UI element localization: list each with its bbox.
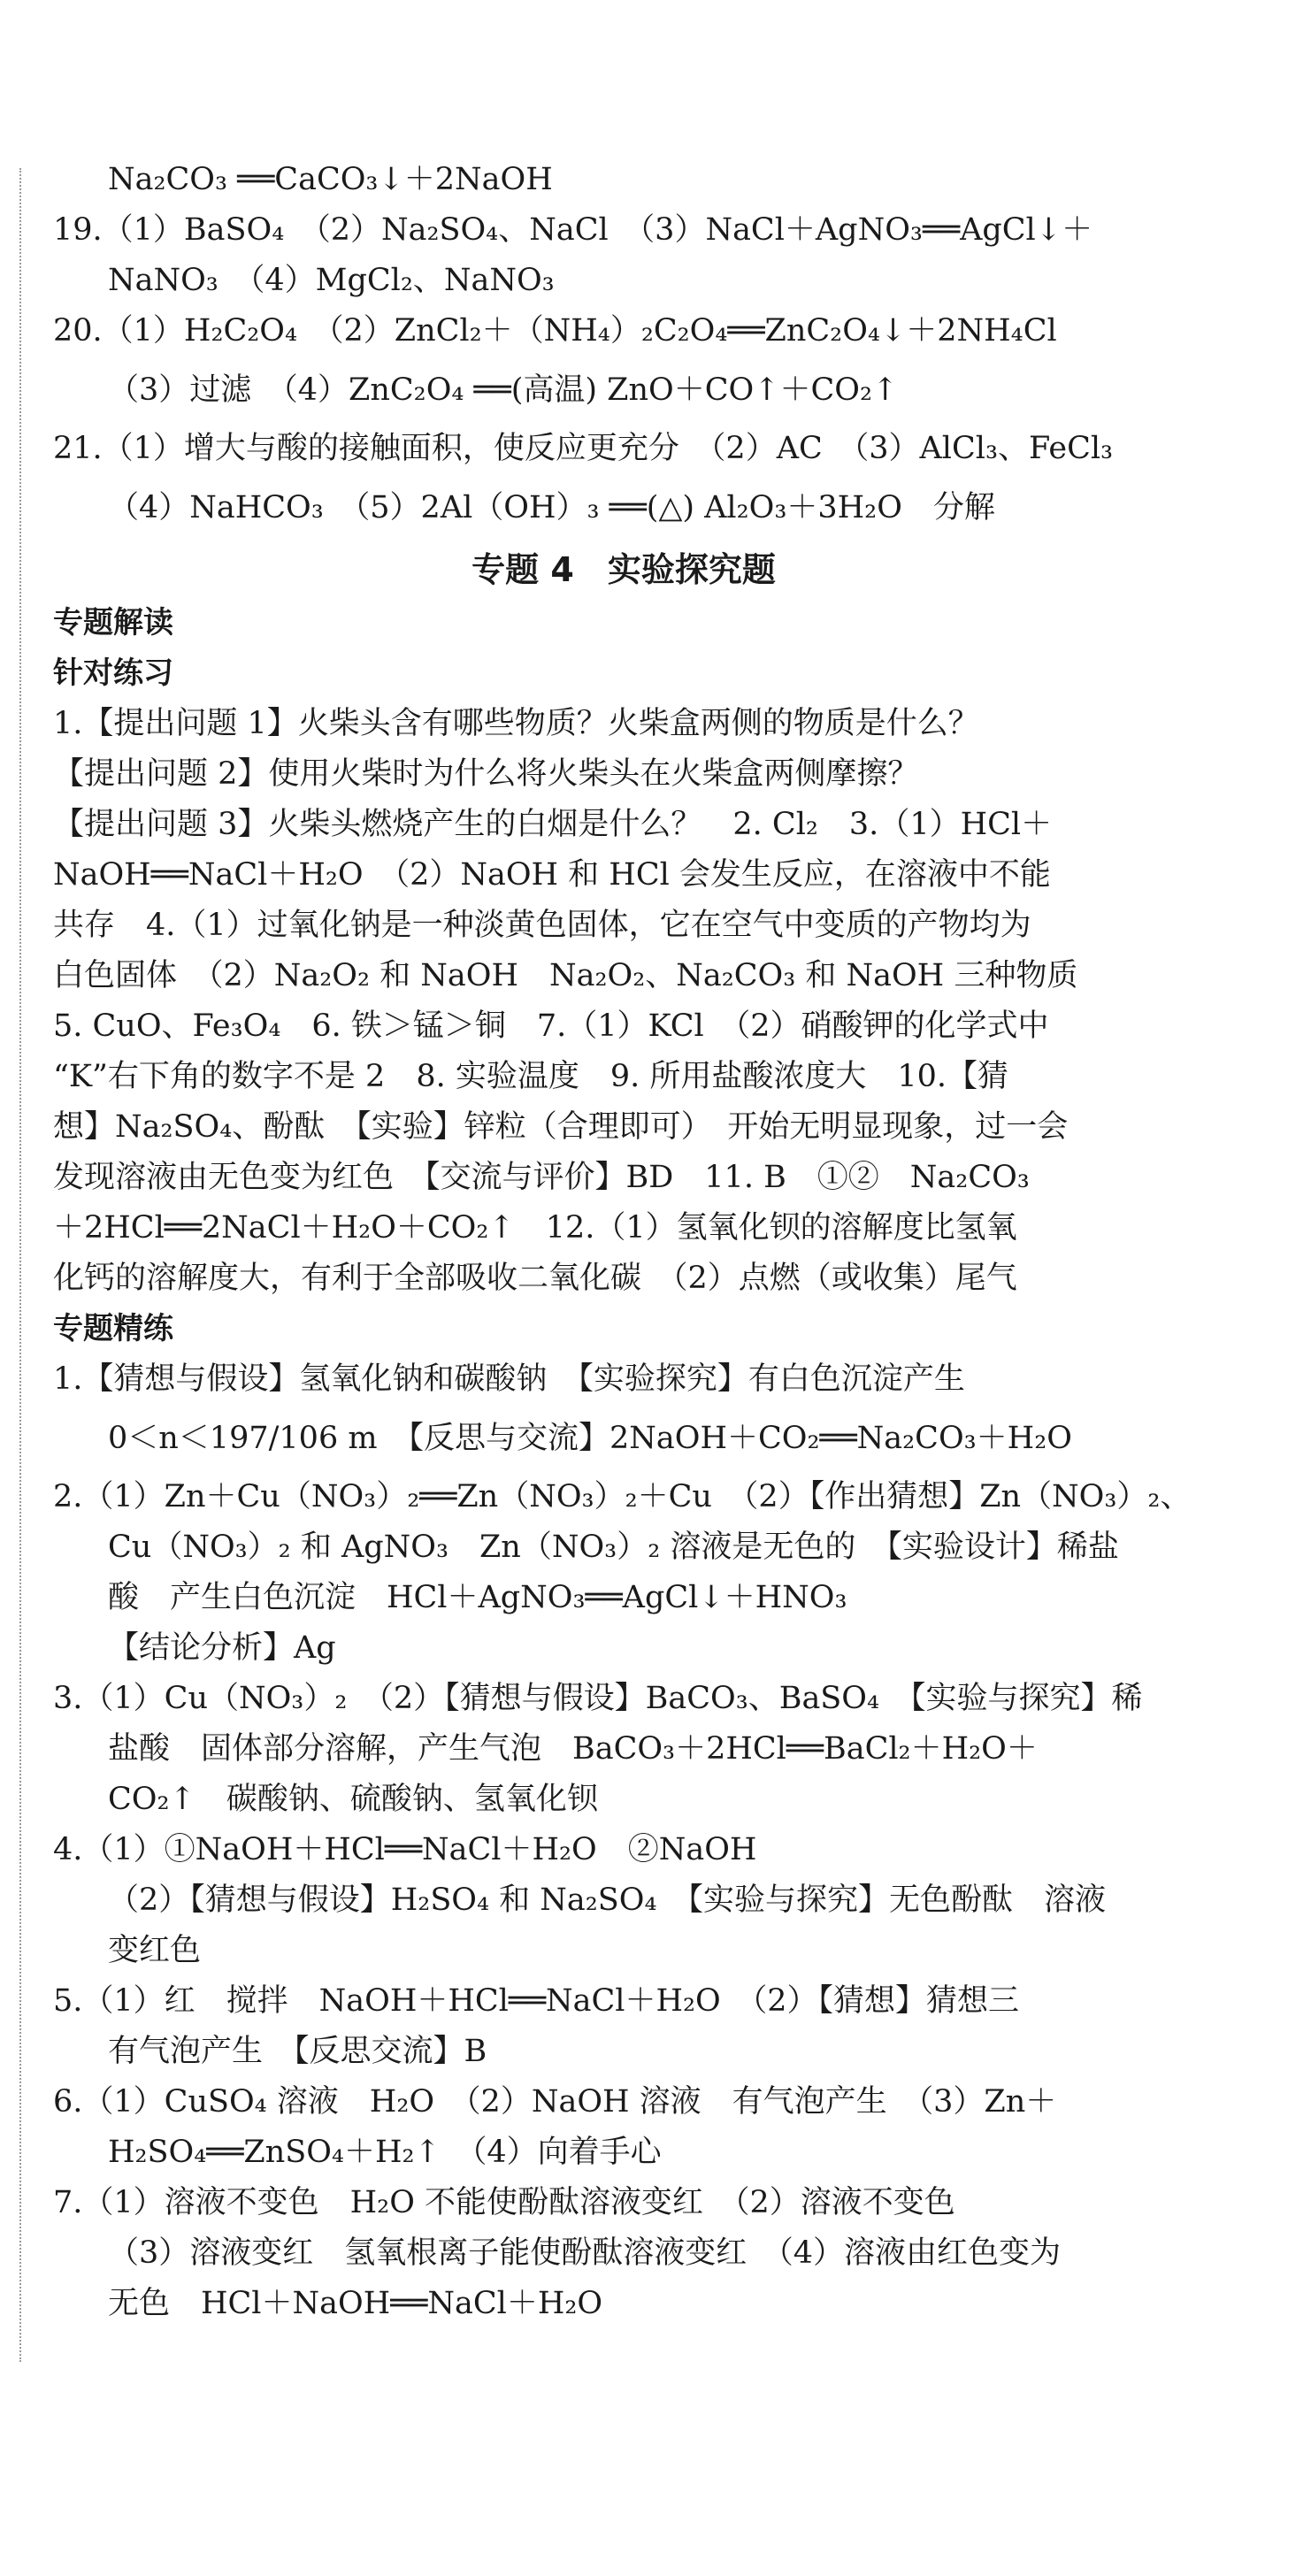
answer-line: NaNO₃ （4）MgCl₂、NaNO₃ [108, 263, 555, 298]
answer-page [53, 155, 1194, 2329]
answer-line: H₂SO₄══ZnSO₄＋H₂↑ （4）向着手心 [108, 2135, 662, 2170]
answer-line: 7.（1）溶液不变色 H₂O 不能使酚酞溶液变红 （2）溶液不变色 [53, 2185, 955, 2220]
answer-line: ＋2HCl══2NaCl＋H₂O＋CO₂↑ 12.（1）氢氧化钡的溶解度比氢氧 [53, 1210, 1017, 1246]
answer-line: 4.（1）①NaOH＋HCl══NaCl＋H₂O ②NaOH [53, 1832, 757, 1867]
section-heading: 专题精练 [53, 1311, 173, 1346]
answer-line: （2）【猜想与假设】H₂SO₄ 和 Na₂SO₄ 【实验与探究】无色酚酞 溶液 [108, 1882, 1107, 1918]
margin-dotted-rule [19, 168, 21, 2362]
answer-line: Na₂CO₃ ══CaCO₃↓＋2NaOH [108, 162, 553, 197]
answer-line: 【提出问题 2】使用火柴时为什么将火柴头在火柴盒两侧摩擦？ [53, 756, 919, 792]
answer-line: 1.【提出问题 1】火柴头含有哪些物质？火柴盒两侧的物质是什么？ [53, 706, 979, 741]
answer-line: NaOH══NaCl＋H₂O （2）NaOH 和 HCl 会发生反应，在溶液中不能 [53, 857, 1051, 893]
answer-line: Cu（NO₃）₂ 和 AgNO₃ Zn（NO₃）₂ 溶液是无色的 【实验设计】稀盐 [108, 1530, 1119, 1565]
answer-line: 酸 产生白色沉淀 HCl＋AgNO₃══AgCl↓＋HNO₃ [108, 1580, 847, 1615]
answer-line: 共存 4.（1）过氧化钠是一种淡黄色固体，它在空气中变质的产物均为 [53, 908, 1031, 943]
answer-line: （3）过滤 （4）ZnC₂O₄ ══(高温) ZnO＋CO↑＋CO₂↑ [108, 372, 899, 408]
answer-line: 6.（1）CuSO₄ 溶液 H₂O （2）NaOH 溶液 有气泡产生 （3）Zn＋ [53, 2084, 1057, 2120]
answer-line: 19.（1）BaSO₄ （2）Na₂SO₄、NaCl （3）NaCl＋AgNO₃══AgCl↓＋ [53, 212, 1093, 248]
answer-line: 21.（1）增大与酸的接触面积，使反应更充分 （2）AC （3）AlCl₃、FeCl₃ [53, 431, 1114, 466]
answer-line: CO₂↑ 碳酸钠、硫酸钠、氢氧化钡 [108, 1782, 598, 1817]
answer-line: 2.（1）Zn＋Cu（NO₃）₂══Zn（NO₃）₂＋Cu （2）【作出猜想】Zn（NO₃）₂、 [53, 1479, 1192, 1514]
answer-line: 无色 HCl＋NaOH══NaCl＋H₂O [108, 2286, 603, 2321]
answer-line: 有气泡产生 【反思交流】B [108, 2034, 487, 2069]
chapter-title: 专题 4 实验探究题 [472, 550, 776, 589]
answer-line: 1.【猜想与假设】氢氧化钠和碳酸钠 【实验探究】有白色沉淀产生 [53, 1361, 965, 1397]
answer-line: 【提出问题 3】火柴头燃烧产生的白烟是什么？ 2. Cl₂ 3.（1）HCl＋ [53, 807, 1053, 842]
answer-line: 白色固体 （2）Na₂O₂ 和 NaOH Na₂O₂、Na₂CO₃ 和 NaOH 三种物质 [53, 958, 1078, 993]
answer-line: （4）NaHCO₃ （5）2Al（OH）₃ ══(△) Al₂O₃＋3H₂O 分解 [108, 490, 995, 525]
answer-line: 化钙的溶解度大，有利于全部吸收二氧化碳 （2）点燃（或收集）尾气 [53, 1261, 1017, 1296]
answer-line: 变红色 [108, 1933, 202, 1968]
answer-line: 0＜n＜197/106 m 【反思与交流】2NaOH＋CO₂══Na₂CO₃＋H₂O [108, 1421, 1072, 1456]
answer-line: 5. CuO、Fe₃O₄ 6. 铁＞锰＞铜 7.（1）KCl （2）硝酸钾的化学式中 [53, 1008, 1049, 1044]
answer-line: （3）溶液变红 氢氧根离子能使酚酞溶液变红 （4）溶液由红色变为 [108, 2235, 1062, 2271]
section-heading: 针对练习 [53, 656, 173, 691]
answer-line: 发现溶液由无色变为红色 【交流与评价】BD 11. B ①② Na₂CO₃ [53, 1160, 1030, 1195]
section-heading: 专题解读 [53, 605, 173, 640]
answer-line: 5.（1）红 搅拌 NaOH＋HCl══NaCl＋H₂O （2）【猜想】猜想三 [53, 1983, 1019, 2019]
answer-line: 想】Na₂SO₄、酚酞 【实验】锌粒（合理即可） 开始无明显现象，过一会 [53, 1109, 1069, 1145]
answer-line: 【结论分析】Ag [108, 1630, 336, 1666]
answer-line: 盐酸 固体部分溶解，产生气泡 BaCO₃＋2HCl══BaCl₂＋H₂O＋ [108, 1731, 1038, 1767]
answer-line: “K”右下角的数字不是 2 8. 实验温度 9. 所用盐酸浓度大 10.【猜 [53, 1059, 1009, 1094]
answer-line: 3.（1）Cu（NO₃）₂ （2）【猜想与假设】BaCO₃、BaSO₄ 【实验与探究】稀 [53, 1681, 1143, 1716]
answer-line: 20.（1）H₂C₂O₄ （2）ZnCl₂＋（NH₄）₂C₂O₄══ZnC₂O₄↓＋2NH₄Cl [53, 313, 1057, 349]
